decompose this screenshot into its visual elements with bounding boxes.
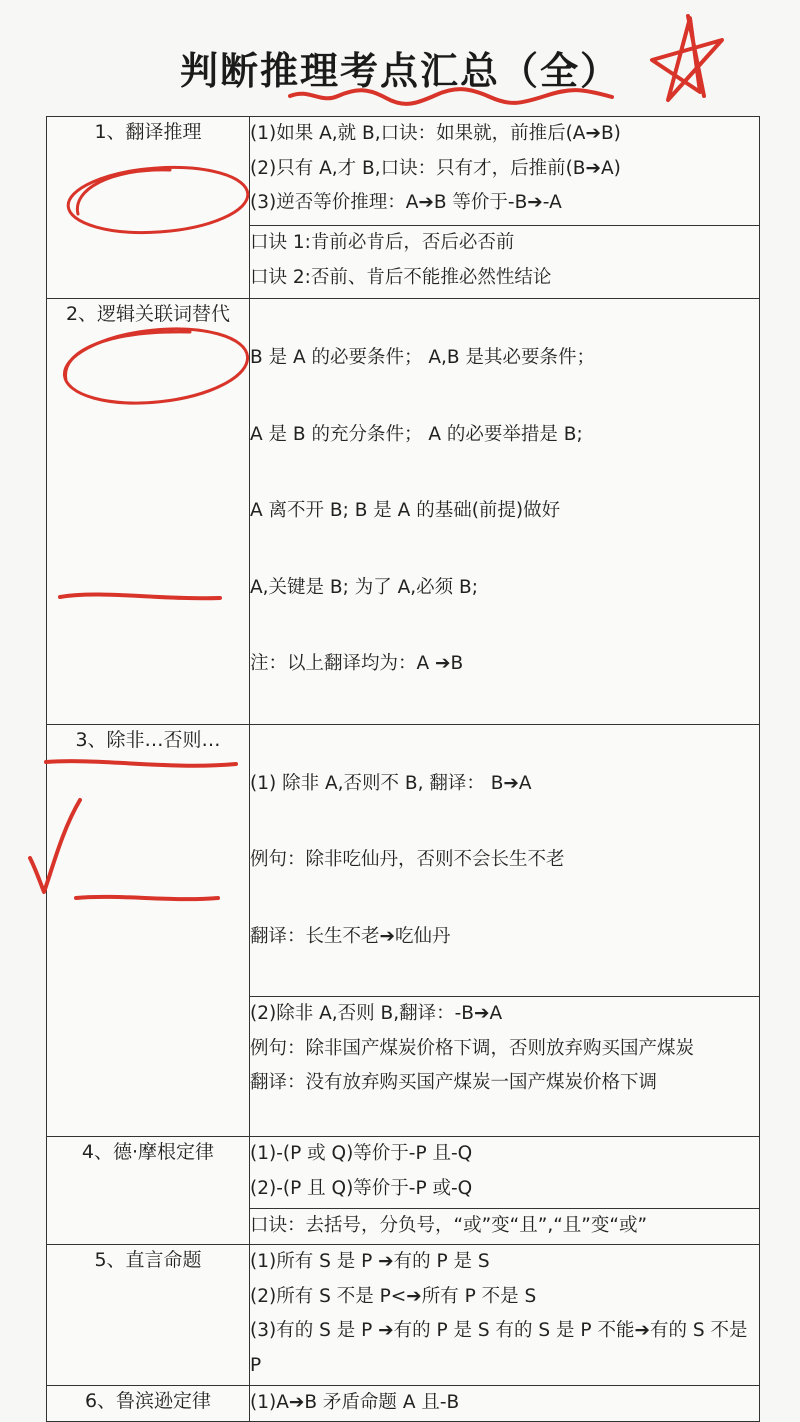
content-line: (2)除非 A,否则 B,翻译：-B➔A	[250, 1003, 503, 1024]
content-line: (1) 除非 A,否则不 B, 翻译： B➔A	[250, 772, 532, 794]
content-cell	[250, 1245, 760, 1386]
topic-cell	[47, 1245, 250, 1386]
content-line: (1)A➔B 矛盾命题 A 且-B	[250, 1392, 460, 1413]
content-line: (2)所有 S 不是 P<➔所有 P 不是 S	[250, 1285, 537, 1307]
table-row	[47, 299, 760, 725]
content-line: 口诀 1:肯前必肯后，否后必否前	[250, 232, 515, 253]
content-line: 注：以上翻译均为：A ➔B	[250, 653, 464, 674]
content-line: 口诀：去括号，分负号，“或”变“且”,“且”变“或”	[250, 1215, 648, 1236]
content-line: (2)-(P 且 Q)等价于-P 或-Q	[250, 1177, 473, 1199]
content-line: 例句：除非吃仙丹，否则不会长生不老	[250, 849, 565, 870]
topic-label: 5、直言命题	[94, 1249, 202, 1271]
topic-cell	[47, 1386, 250, 1422]
page-title: 判断推理考点汇总（全）	[179, 49, 620, 93]
content-cell	[250, 997, 760, 1137]
content-cell	[250, 1209, 760, 1245]
content-cell	[250, 226, 760, 299]
content-line: B 是 A 的必要条件； A,B 是其必要条件；	[250, 347, 595, 368]
topic-cell	[47, 1137, 250, 1245]
topic-label: 1、翻译推理	[94, 121, 202, 143]
topic-cell	[47, 724, 250, 1137]
content-line: 口诀 2:否前、肯后不能推必然性结论	[250, 266, 552, 288]
content-cell	[250, 724, 760, 997]
topic-label: 6、鲁滨逊定律	[84, 1390, 212, 1412]
content-line: 翻译：长生不老➔吃仙丹	[250, 925, 451, 947]
content-line: A 离不开 B; B 是 A 的基础(前提)做好	[250, 500, 561, 521]
content-line: A 是 B 的充分条件； A 的必要举措是 B;	[250, 423, 583, 445]
table-row	[47, 117, 760, 226]
table-row	[47, 724, 760, 997]
topic-label: 2、逻辑关联词替代	[65, 303, 231, 325]
topic-cell	[47, 299, 250, 725]
content-line: (1)-(P 或 Q)等价于-P 且-Q	[250, 1143, 473, 1164]
topic-label: 4、德·摩根定律	[81, 1141, 215, 1163]
topic-cell	[47, 117, 250, 299]
topic-label: 3、除非…否则…	[75, 728, 221, 751]
content-cell	[250, 1386, 760, 1422]
content-line: (2)只有 A,才 B,口诀：只有才，后推前(B➔A)	[250, 157, 621, 179]
content-cell	[250, 117, 760, 226]
summary-table	[46, 116, 760, 1422]
table-row	[47, 1245, 760, 1386]
content-line: 翻译：没有放弃购买国产煤炭一国产煤炭价格下调	[250, 1072, 658, 1093]
content-cell	[250, 299, 760, 725]
content-line: 例句：除非国产煤炭价格下调，否则放弃购买国产煤炭	[250, 1037, 695, 1059]
table-row	[47, 1386, 760, 1422]
content-line: (3)逆否等价推理：A➔B 等价于-B➔-A	[250, 192, 562, 213]
content-line: (1)所有 S 是 P ➔有的 P 是 S	[250, 1251, 490, 1272]
content-line: (3)有的 S 是 P ➔有的 P 是 S 有的 S 是 P 不能➔有的 S 不是 P	[250, 1320, 748, 1376]
content-cell	[250, 1137, 760, 1209]
content-line: (1)如果 A,就 B,口诀：如果就，前推后(A➔B)	[250, 123, 621, 144]
table-row	[47, 1137, 760, 1209]
content-line: A,关键是 B; 为了 A,必须 B;	[250, 576, 478, 598]
